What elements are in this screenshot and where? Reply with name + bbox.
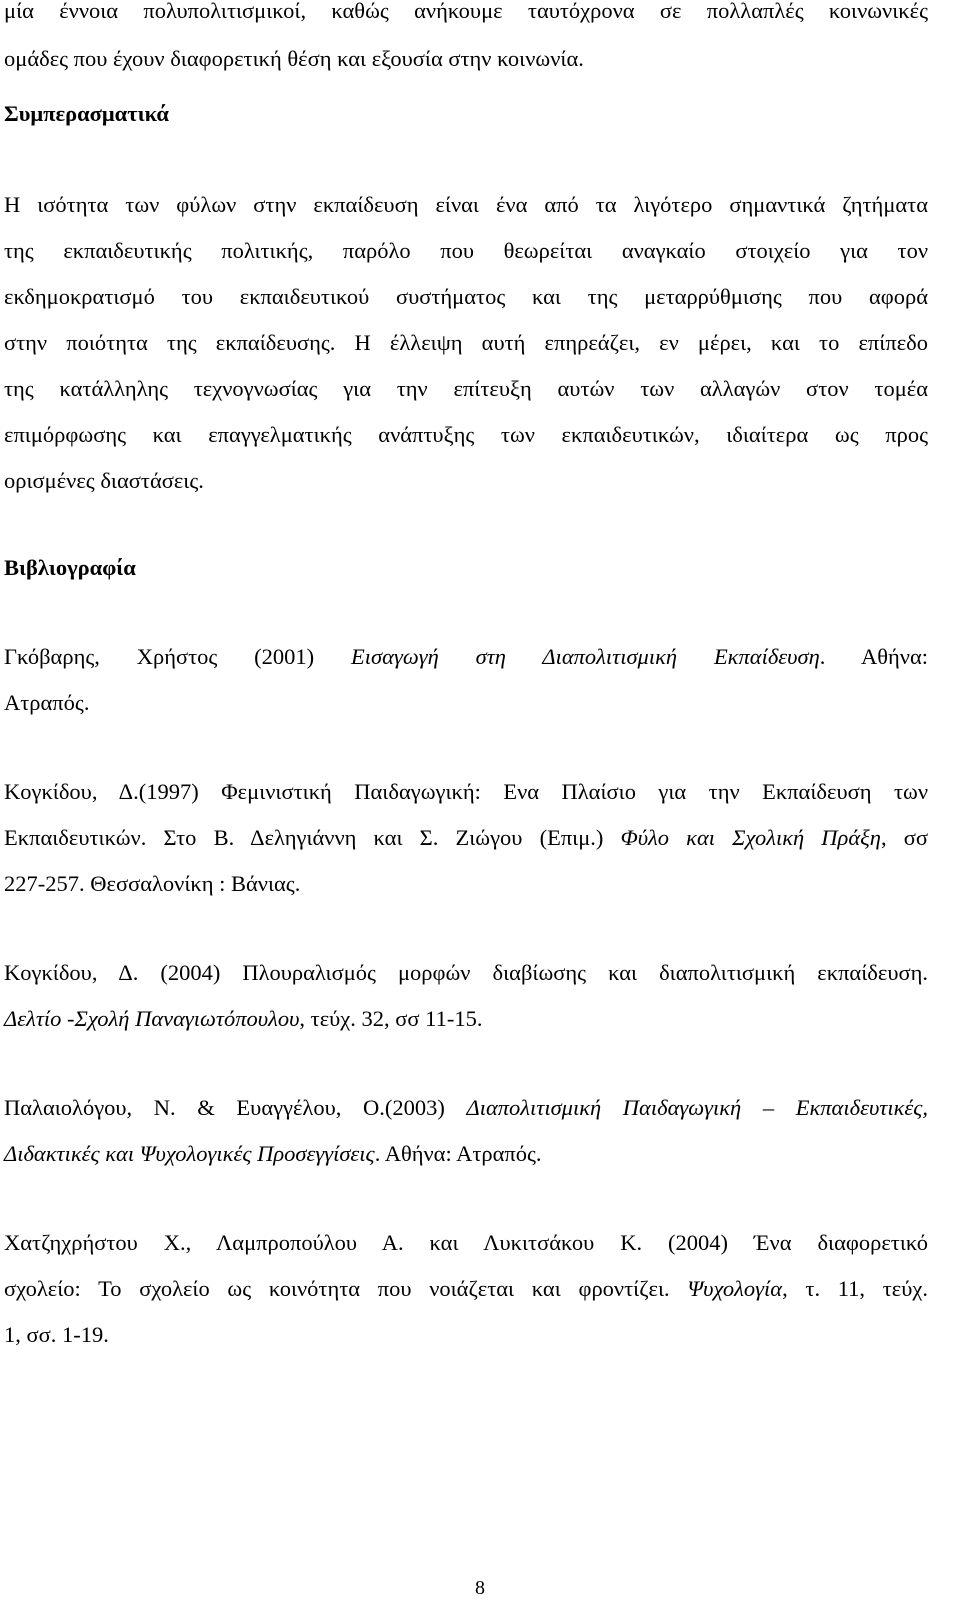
ref-2-line-3: 227-257. Θεσσαλονίκη : Βάνιας.: [4, 871, 301, 896]
conclusion-line-2: της εκπαιδευτικής πολιτικής, παρόλο που θεωρείται αναγκαίο στοιχείο για τον: [4, 238, 928, 263]
ref-3-line-1: Κογκίδου, Δ. (2004) Πλουραλισμός μορφών διαβίωσης και διαπολιτισμική εκπαίδευση.: [4, 960, 928, 985]
conclusion-line-1: Η ισότητα των φύλων στην εκπαίδευση είναι ένα από τα λιγότερο σημαντικά ζητήματα: [4, 192, 928, 217]
intro-line-2: ομάδες που έχουν διαφορετική θέση και εξουσία στην κοινωνία.: [4, 46, 584, 71]
conclusion-line-7: ορισμένες διαστάσεις.: [4, 468, 204, 493]
conclusion-line-3: εκδημοκρατισμό του εκπαιδευτικού συστήματος και της μεταρρύθμισης που αφορά: [4, 284, 928, 309]
bibliography-heading: Βιβλιογραφία: [4, 555, 136, 580]
ref-1-line-2: Ατραπός.: [4, 690, 90, 715]
conclusion-line-4: στην ποιότητα της εκπαίδευσης. Η έλλειψη αυτή επηρεάζει, εν μέρει, και το επίπεδο: [4, 330, 928, 355]
ref-1-line-1: Γκόβαρης, Χρήστος (2001) Εισαγωγή στη Διαπολιτισμική Εκπαίδευση. Αθήνα:: [4, 644, 928, 669]
ref-3-line-2: Δελτίο -Σχολή Παναγιωτόπουλου, τεύχ. 32, σσ 11-15.: [4, 1006, 483, 1031]
ref-4-title-cont: Διδακτικές και Ψυχολογικές Προσεγγίσεις: [4, 1141, 375, 1166]
ref-5-line-2: σχολείο: Το σχολείο ως κοινότητα που νοιάζεται και φροντίζει. Ψυχολογία, τ. 11, τεύχ.: [4, 1276, 928, 1301]
intro-line-1: μία έννοια πολυπολιτισμικοί, καθώς ανήκουμε ταυτόχρονα σε πολλαπλές κοινωνικές: [4, 0, 928, 23]
conclusion-heading: Συμπερασματικά: [4, 101, 169, 126]
conclusion-line-6: επιμόρφωσης και επαγγελματικής ανάπτυξης των εκπαιδευτικών, ιδιαίτερα ως προς: [4, 422, 928, 447]
ref-2-title: Φύλο και Σχολική Πράξη: [620, 825, 881, 850]
ref-5-line-1: Χατζηχρήστου Χ., Λαμπροπούλου Α. και Λυκιτσάκου Κ. (2004) Ένα διαφορετικό: [4, 1230, 928, 1255]
ref-4-line-2: Διδακτικές και Ψυχολογικές Προσεγγίσεις. Αθήνα: Ατραπός.: [4, 1141, 542, 1166]
ref-2-line-1: Κογκίδου, Δ.(1997) Φεμινιστική Παιδαγωγική: Ενα Πλαίσιο για την Εκπαίδευση των: [4, 779, 928, 804]
ref-2-line-2: Εκπαιδευτικών. Στο Β. Δεληγιάννη και Σ. Ζιώγου (Επιμ.) Φύλο και Σχολική Πράξη, σσ: [4, 825, 928, 850]
ref-5-line-3: 1, σσ. 1-19.: [4, 1322, 109, 1347]
conclusion-line-5: της κατάλληλης τεχνογνωσίας για την επίτευξη αυτών των αλλαγών στον τομέα: [4, 376, 928, 401]
ref-4-line-1: Παλαιολόγου, Ν. & Ευαγγέλου, Ο.(2003) Διαπολιτισμική Παιδαγωγική – Εκπαιδευτικές,: [4, 1095, 928, 1120]
ref-1-title: Εισαγωγή στη Διαπολιτισμική Εκπαίδευση: [351, 644, 820, 669]
page-number: 8: [475, 1577, 485, 1599]
ref-3-title: Δελτίο -Σχολή Παναγιωτόπουλου: [4, 1006, 300, 1031]
ref-4-title: Διαπολιτισμική Παιδαγωγική – Εκπαιδευτικές,: [466, 1095, 928, 1120]
ref-5-journal: Ψυχολογία: [687, 1276, 783, 1301]
